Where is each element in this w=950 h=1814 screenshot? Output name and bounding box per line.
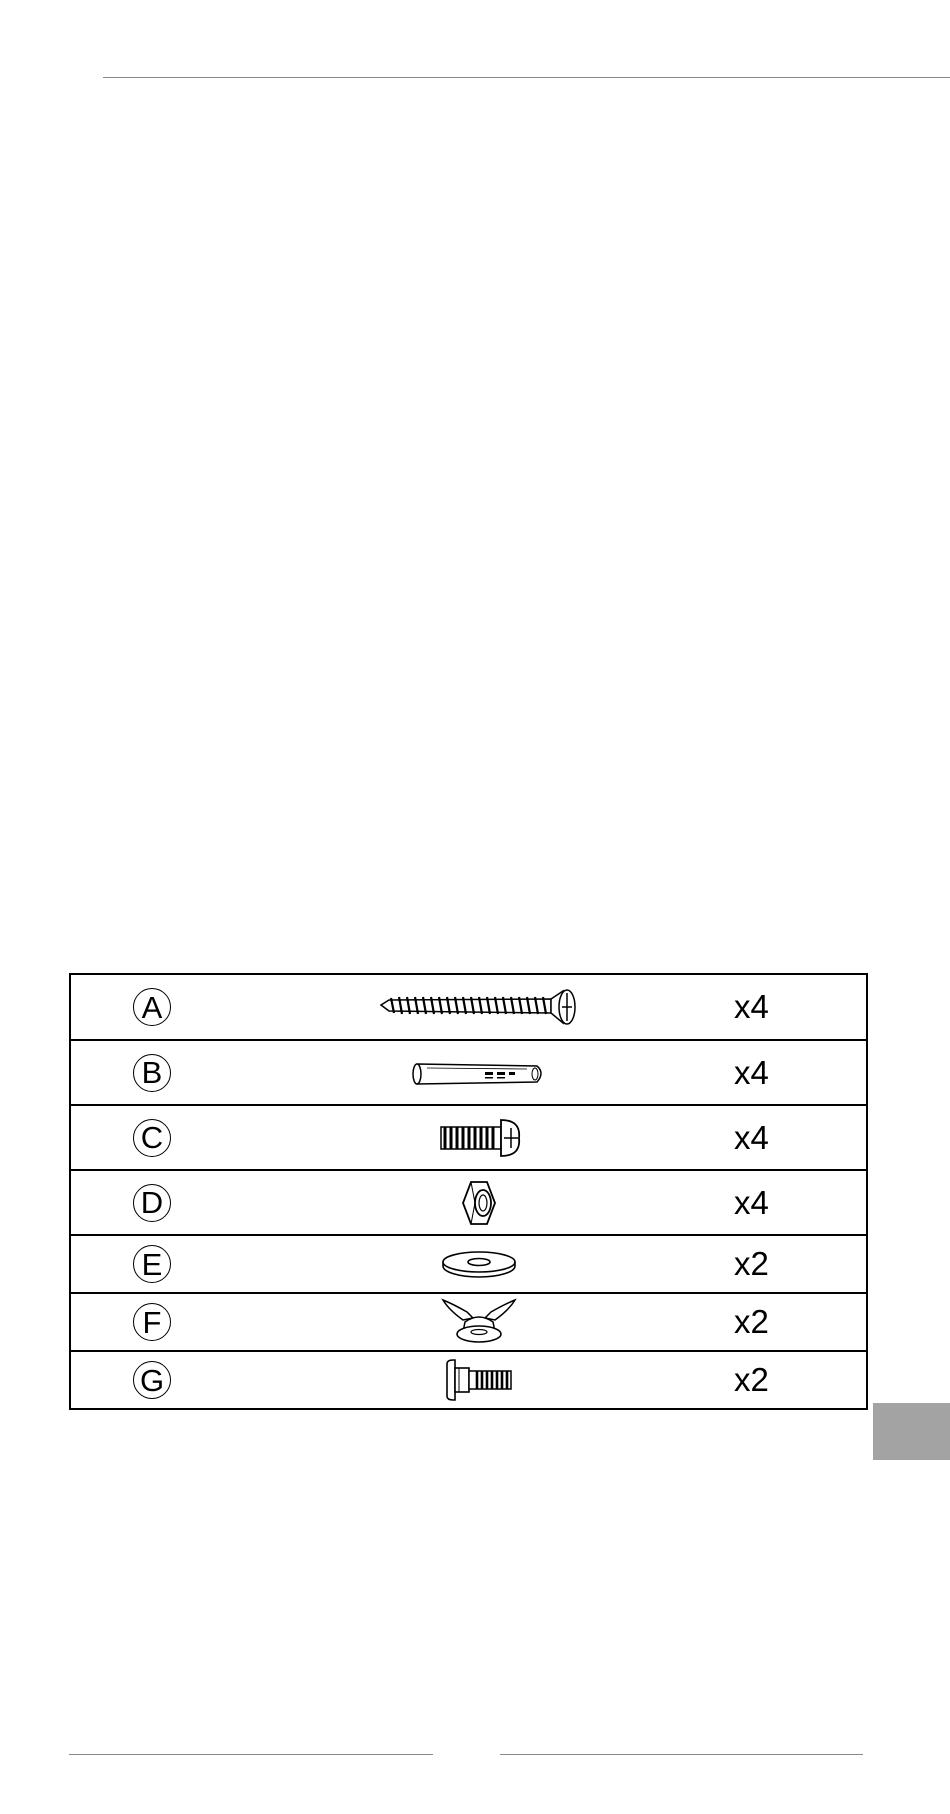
table-row — [70, 1293, 867, 1351]
part-quantity: x4 — [734, 1053, 769, 1091]
wing-nut-icon — [439, 1298, 519, 1346]
lock-nut-icon — [461, 1178, 497, 1228]
part-quantity: x2 — [734, 1303, 769, 1340]
part-quantity: x4 — [734, 1118, 769, 1156]
part-letter-label: B — [133, 1054, 171, 1092]
washer-icon — [441, 1249, 517, 1279]
part-letter-label: G — [133, 1361, 171, 1399]
carriage-bolt-icon — [443, 1356, 515, 1404]
part-quantity: x4 — [734, 988, 769, 1025]
wood-screw-icon — [379, 985, 579, 1029]
footer-divider-left — [69, 1754, 433, 1755]
part-letter-label: A — [133, 988, 171, 1026]
footer-divider-right — [500, 1754, 863, 1755]
table-row — [70, 1170, 867, 1235]
part-quantity: x4 — [734, 1183, 769, 1221]
part-letter-label: D — [133, 1184, 171, 1222]
page-side-tab — [873, 1403, 950, 1460]
part-letter-label: C — [133, 1119, 171, 1157]
part-letter-label: F — [133, 1303, 171, 1341]
wall-plug-icon — [409, 1056, 549, 1090]
part-letter-label: E — [133, 1245, 171, 1283]
top-divider — [103, 77, 950, 78]
part-quantity: x2 — [734, 1361, 769, 1398]
table-row — [70, 1235, 867, 1293]
machine-bolt-icon — [437, 1116, 521, 1160]
table-row — [70, 974, 867, 1040]
part-quantity: x2 — [734, 1245, 769, 1282]
table-row — [70, 1040, 867, 1105]
hardware-parts-table — [69, 973, 868, 1410]
table-row — [70, 1105, 867, 1170]
table-row — [70, 1351, 867, 1409]
